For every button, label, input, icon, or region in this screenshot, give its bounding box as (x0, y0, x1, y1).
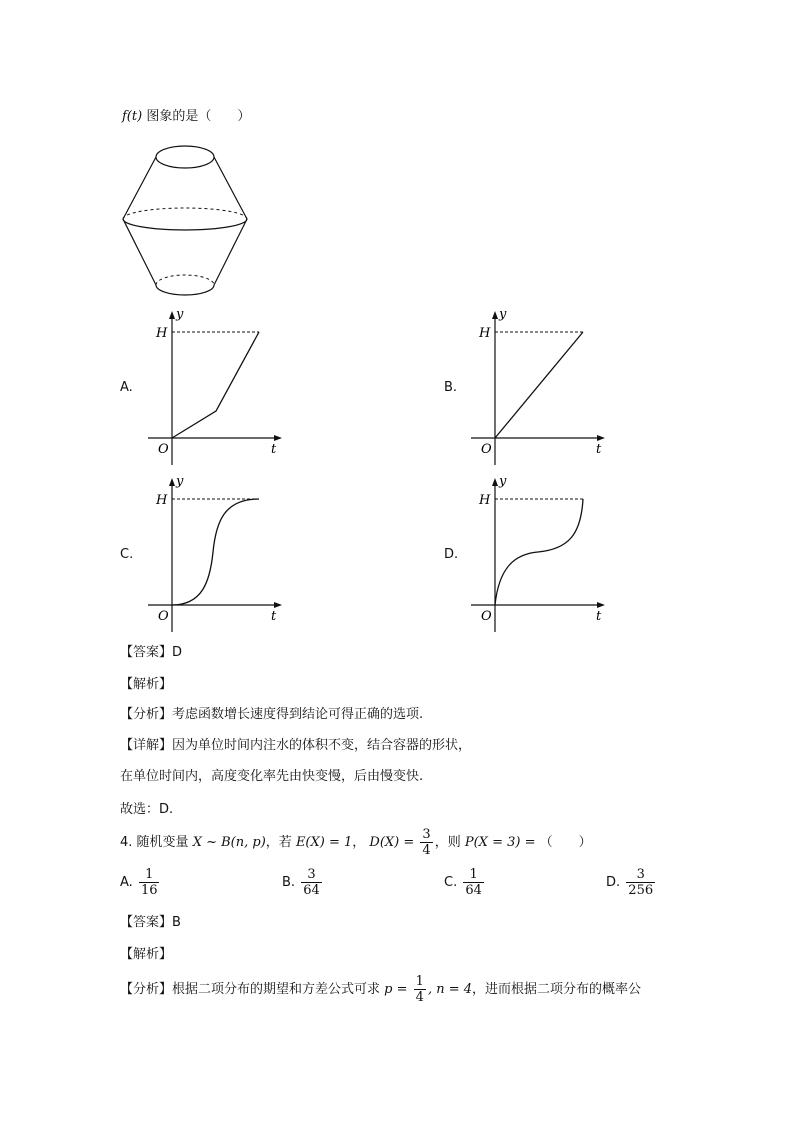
q4-option-b-fraction (301, 867, 322, 898)
graph-c-t-label: t (271, 609, 277, 624)
q4-expectation: E(X) = 1 (295, 835, 353, 850)
q4-fenxi-p-fraction (414, 974, 426, 1005)
graph-c-y-label: y (176, 474, 184, 489)
q4-analysis-head: 【解析】 (120, 947, 173, 962)
q4-variance-fraction (420, 827, 432, 858)
graph-d-h-label: H (479, 493, 491, 508)
q4-option-d-label: D. (606, 875, 621, 890)
graph-c-h-label: H (156, 493, 168, 508)
graph-d-origin-label: O (481, 609, 492, 624)
graph-b-y-label: y (499, 307, 507, 322)
option-d-label: D. (444, 547, 459, 562)
q4-answer: 【答案】B (120, 915, 181, 930)
q3-stem-text: 图象的是（ ） (146, 109, 251, 124)
q4-option-c-num: 1 (463, 867, 484, 883)
q4-fenxi-a: 【分析】根据二项分布的期望和方差公式可求 (120, 982, 381, 997)
q4-option-a-label: A. (120, 875, 133, 890)
q4-fenxi-p: p = (384, 982, 408, 997)
q4-option-d-fraction (626, 867, 655, 898)
q4-option-b-den: 64 (303, 883, 320, 898)
q4-stem-t1: 随机变量 (136, 835, 189, 850)
q4-fenxi-n: , n = 4 (427, 982, 473, 997)
q4-number: 4. (120, 835, 133, 850)
q4-option-b-label: B. (282, 875, 296, 890)
graph-b (463, 305, 613, 465)
q3-fenxi: 【分析】考虑函数增长速度得到结论可得正确的选项. (120, 707, 424, 722)
q4-stem-t3: ，若 (265, 835, 292, 850)
q4-probability: P(X = 3) = (464, 835, 536, 850)
q4-option-c-label: C. (444, 875, 458, 890)
graph-b-origin-label: O (481, 442, 492, 457)
option-a-label: A. (120, 380, 133, 395)
q4-stem (120, 826, 592, 860)
q3-answer: 【答案】D (120, 645, 183, 660)
container-figure (115, 140, 255, 305)
q4-option-c (444, 866, 486, 900)
q4-fenxi-p-den: 4 (415, 990, 424, 1005)
q3-explanation-line2: 在单位时间内，高度变化率先由快变慢，后由慢变快. (120, 769, 424, 784)
q4-fenxi-b: ，进而根据二项分布的概率公 (472, 982, 642, 997)
graph-a-t-label: t (271, 442, 277, 457)
graph-d-t-label: t (596, 609, 602, 624)
q4-variance: D(X) = (369, 835, 415, 850)
q4-option-d-den: 256 (628, 883, 654, 898)
q4-option-a-num: 1 (139, 867, 160, 883)
graph-c-origin-label: O (158, 609, 169, 624)
q4-stem-t7: ，则 (434, 835, 461, 850)
q4-option-c-fraction (463, 867, 484, 898)
option-c-label: C. (120, 547, 134, 562)
q4-option-a-den: 16 (140, 883, 158, 898)
q4-fenxi-p-num: 1 (415, 974, 424, 989)
q4-option-d-num: 3 (626, 867, 655, 883)
q4-distribution: X ~ B(n, p) (192, 835, 266, 850)
graph-a (140, 305, 290, 465)
q3-analysis-head: 【解析】 (120, 677, 173, 692)
q4-option-d (606, 866, 657, 900)
q4-option-c-den: 64 (465, 883, 482, 898)
q4-stem-t5: ， (352, 835, 366, 850)
graph-a-y-label: y (176, 307, 184, 322)
q4-option-b (282, 866, 324, 900)
q3-xiangjie: 【详解】因为单位时间内注水的体积不变，结合容器的形状， (120, 738, 472, 753)
graph-d-y-label: y (499, 474, 507, 489)
graph-a-h-label: H (156, 326, 168, 341)
q4-variance-num: 3 (422, 827, 431, 842)
q4-fenxi (120, 973, 641, 1007)
option-b-label: B. (444, 380, 458, 395)
graph-a-origin-label: O (158, 442, 169, 457)
graph-d (463, 472, 613, 632)
graph-b-t-label: t (596, 442, 602, 457)
q3-stem (122, 108, 250, 126)
q4-stem-t9: （ ） (539, 835, 592, 850)
q4-option-a-fraction (139, 867, 160, 898)
q3-stem-func: f(t) (122, 109, 143, 124)
graph-b-h-label: H (479, 326, 491, 341)
q3-choose: 故选：D. (120, 802, 174, 817)
q4-option-b-num: 3 (301, 867, 322, 883)
graph-c (140, 472, 290, 632)
q4-variance-den: 4 (422, 843, 431, 858)
q4-option-a (120, 866, 161, 900)
